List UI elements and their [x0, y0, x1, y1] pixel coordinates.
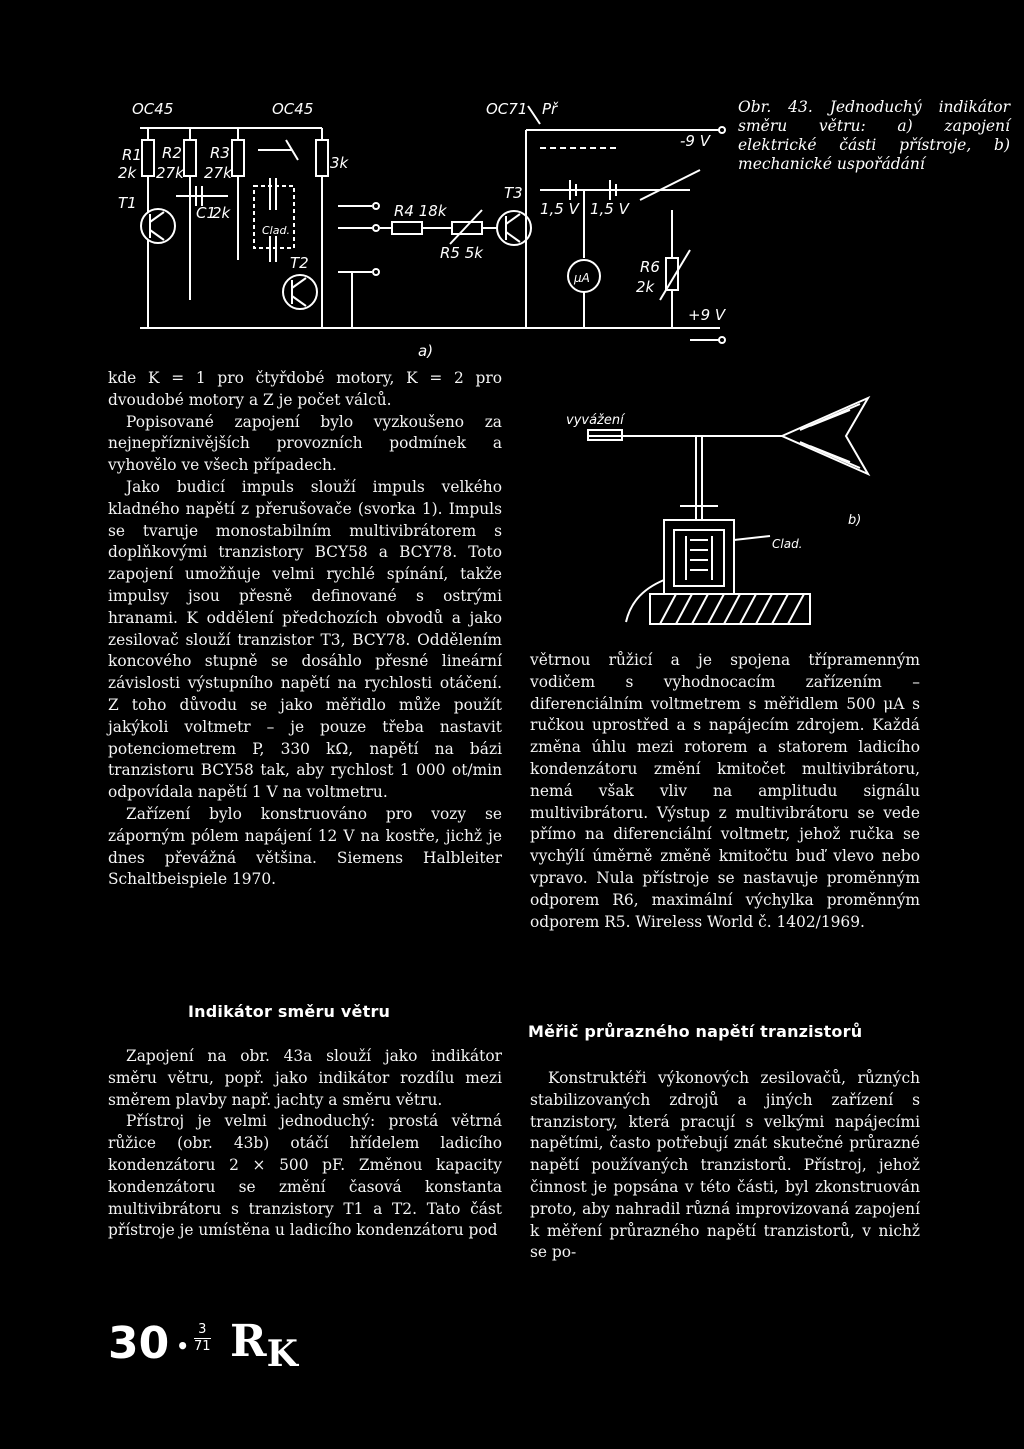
- label-meter: μA: [574, 271, 590, 285]
- wind-vane-drawing: [588, 398, 868, 624]
- issue-number: $\frac{3}{71}$: [194, 1322, 211, 1354]
- label-r4: R4 18k: [394, 202, 447, 220]
- label-oc45-2: OC45: [272, 100, 314, 118]
- right-column: [530, 650, 920, 933]
- label-clad-b: Clad.: [772, 537, 803, 551]
- label-r6: R6: [640, 258, 660, 276]
- figure-caption: Obr. 43. Jednoduchý indikátor směru větru: a) zapojení elektrické části přístroje, b) mechanické uspořádání: [738, 98, 1010, 173]
- label-oc45-1: OC45: [132, 100, 174, 118]
- label-plus9v: +9 V: [688, 306, 726, 324]
- label-r5: R5 5k: [440, 244, 483, 262]
- wind-section-text: [108, 1046, 502, 1242]
- label-r2-val: 27k: [156, 164, 184, 182]
- meter-section-text: [530, 1068, 920, 1264]
- label-t3: T3: [504, 184, 523, 202]
- left-paragraph-4: Zařízení bylo konstruováno pro vozy se záporným pólem napájení 12 V na kostře, jichž je dnes převážná většina. Siemens Halbleiter Schaltbeispiele 1970.: [108, 804, 502, 889]
- label-r6-val: 2k: [636, 278, 655, 296]
- label-r3-val: 27k: [204, 164, 232, 182]
- heading-breakdown-meter: Měřič průrazného napětí tranzistorů: [528, 1022, 863, 1041]
- label-r2: R2: [162, 144, 182, 162]
- left-paragraph-2: Popisované zapojení bylo vyzkoušeno za nejnepříznivějších provozních podmínek a vyhovělo ve všech případech.: [108, 412, 502, 475]
- heading-wind-indicator: Indikátor směru větru: [188, 1002, 391, 1021]
- label-clad: Clad.: [262, 224, 290, 237]
- figure-b-sublabel: b): [848, 513, 862, 528]
- page-number: 30 •: [108, 1318, 189, 1369]
- label-batt1: 1,5 V: [540, 200, 579, 218]
- label-oc71: OC71: [486, 100, 528, 118]
- left-paragraph-1: kde K = 1 pro čtyřdobé motory, K = 2 pro dvoudobé motory a Z je počet válců.: [108, 369, 502, 409]
- label-r1-val: 2k: [118, 164, 137, 182]
- label-3k: 3k: [330, 154, 349, 172]
- right-paragraph-1: větrnou růžicí a je spojena třípramenným vodičem s vyhodnocacím zařízením – diferenciálním voltmetrem s měřidlem 500 μA s ručkou uprostřed a s napájecím zdrojem. Každá změna úhlu mezi rotorem a statorem ladicího kondenzátoru změní kmitočet multivibrátoru, nemá však vliv na amplitudu signálu multivibrátoru. Výstup z multivibrátoru se vede přímo na diferenciální voltmetr, jehož ručka se vychýlí úměrně změně kmitočtu buď vlevo nebo vpravo. Nula přístroje se nastavuje proměnným odporem R6, maximální výchylka proměnným odporem R5. Wireless World č. 1402/1969.: [530, 651, 920, 931]
- label-pr: Př: [542, 100, 558, 118]
- left-column: [108, 368, 502, 891]
- label-c1: C1: [196, 204, 217, 222]
- magazine-logo: $R_K$: [230, 1316, 298, 1375]
- label-r3: R3: [210, 144, 230, 162]
- meter-paragraph-1: Konstruktéři výkonových zesilovačů, různých stabilizovaných zdrojů a jiných zařízení s tranzistory, která pracují s velkými napájecími napětími, často potřebují znát skutečné průrazné napětí používaných tranzistorů. Přístroj, jehož činnost je popsána v této části, byl zkonstruován proto, aby nahradil různá improvizovaná zapojení k měření průrazného napětí tranzistorů, v nichž se po-: [530, 1069, 920, 1262]
- wind-paragraph-1: Zapojení na obr. 43a slouží jako indikátor směru větru, popř. jako indikátor rozdílu mezi směrem plavby např. jachty a směru větru.: [108, 1047, 502, 1109]
- label-vyvazeni: vyvážení: [566, 413, 624, 428]
- label-batt2: 1,5 V: [590, 200, 629, 218]
- left-paragraph-3: Jako budicí impuls slouží impuls velkého kladného napětí z přerušovače (svorka 1). Impuls se tvaruje monostabilním multivibrátorem s doplňkovými tranzistory BCY58 a BCY78. Toto zapojení umožňuje velmi rychlé spínání, takže impulsy jsou přesně definované s ostrými hranami. K oddělení předchozích obvodů a jako zesilovač slouží tranzistor T3, BCY78. Oddělením koncového stupně se dosáhlo přesné lineární závislosti výstupního napětí na rychlosti otáčení. Z toho důvodu se jako měřidlo může použít jakýkoli voltmetr – je pouze třeba nastavit potenciometrem P, 330 kΩ, napětí na bázi tranzistoru BCY58 tak, aby rychlost 1 000 ot/min odpovídala napětí 1 V na voltmetru.: [108, 477, 502, 802]
- label-r1: R1: [122, 146, 142, 164]
- figure-a-sublabel: a): [418, 342, 434, 360]
- label-c1-val: 2k: [212, 204, 231, 222]
- label-minus9v: -9 V: [680, 132, 710, 150]
- label-t1: T1: [118, 194, 137, 212]
- label-t2: T2: [290, 254, 309, 272]
- wind-paragraph-2: Přístroj je velmi jednoduchý: prostá větrná růžice (obr. 43b) otáčí hřídelem ladicího kondenzátoru 2 × 500 pF. Změnou kapacity kondenzátoru se změní časová konstanta multivibrátoru s tranzistory T1 a T2. Tato část přístroje je umístěna u ladicího kondenzátoru pod: [108, 1112, 502, 1240]
